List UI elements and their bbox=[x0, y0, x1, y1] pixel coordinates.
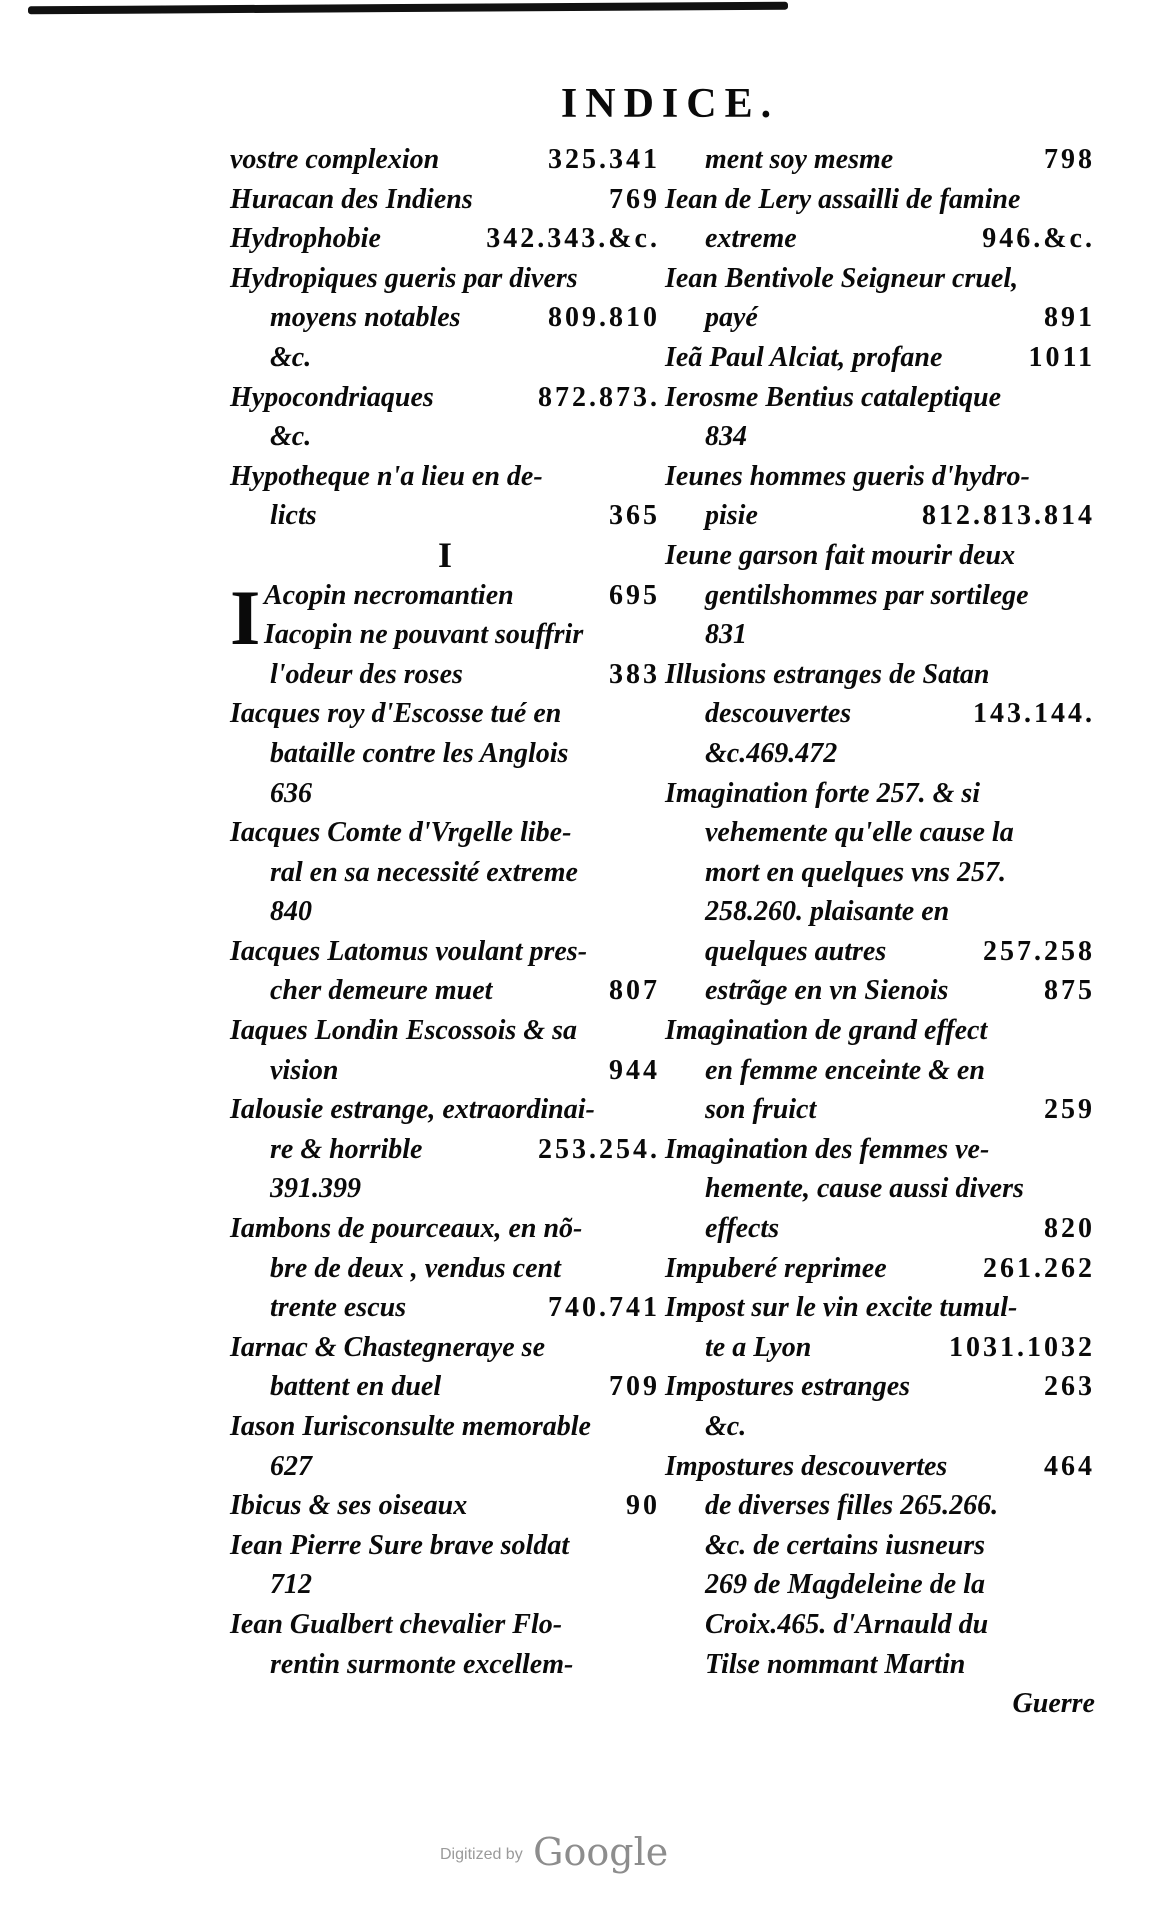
index-entry-text: Huracan des Indiens bbox=[230, 183, 473, 215]
index-entry-line bbox=[665, 338, 1095, 378]
index-entry-line bbox=[230, 496, 660, 536]
index-entry-text: mort en quelques vns 257. bbox=[705, 856, 1007, 888]
index-page-numbers: 946.&c. bbox=[982, 223, 1095, 255]
top-rule bbox=[28, 2, 788, 15]
index-entry-line bbox=[665, 813, 1095, 853]
index-page-numbers: 820 bbox=[1044, 1213, 1095, 1245]
running-head: INDICE. bbox=[560, 81, 780, 127]
index-entry-line bbox=[230, 417, 660, 457]
index-entry-line bbox=[230, 932, 660, 972]
index-entry-text: Impostures estranges bbox=[665, 1371, 911, 1403]
index-entry-line bbox=[230, 1526, 660, 1566]
index-entry-text: Ibicus & ses oiseaux bbox=[230, 1490, 468, 1522]
index-entry-text: 391.399 bbox=[270, 1173, 361, 1205]
index-entry-line bbox=[665, 140, 1095, 180]
index-entry-text: Impuberé reprimee bbox=[665, 1252, 887, 1284]
drop-cap: I bbox=[230, 573, 261, 661]
index-entry-line bbox=[665, 1407, 1095, 1447]
index-entry-text: Iaques Londin Escossois & sa bbox=[230, 1015, 577, 1047]
index-entry-line bbox=[230, 1130, 660, 1170]
index-entry-line bbox=[665, 1051, 1095, 1091]
index-entry-text: Impost sur le vin excite tumul- bbox=[665, 1292, 1018, 1324]
index-entry-text: son fruict bbox=[705, 1094, 817, 1126]
index-entry-line bbox=[665, 298, 1095, 338]
index-entry-text: vision bbox=[270, 1054, 339, 1086]
index-entry-line bbox=[665, 615, 1095, 655]
index-page-numbers: 709 bbox=[609, 1371, 660, 1403]
index-entry-text: Acopin necromantien bbox=[264, 579, 514, 611]
index-entry-text: quelques autres bbox=[705, 935, 887, 967]
index-entry-line bbox=[230, 457, 660, 497]
index-entry-text: Iambons de pourceaux, en nõ- bbox=[230, 1213, 583, 1245]
index-entry-text: estrãge en vn Sienois bbox=[705, 975, 949, 1007]
digitized-by-label: Digitized by bbox=[440, 1846, 523, 1863]
index-entry-line bbox=[230, 1051, 660, 1091]
google-wordmark: Google bbox=[533, 1830, 669, 1874]
index-entry-line bbox=[665, 417, 1095, 457]
index-page-numbers: 325.341 bbox=[548, 144, 660, 175]
index-entry-line bbox=[230, 1486, 660, 1526]
index-entry-text: Iarnac & Chastegneraye se bbox=[230, 1331, 545, 1363]
digitized-by-watermark bbox=[440, 1830, 740, 1874]
index-entry-line bbox=[230, 338, 660, 378]
index-entry-line bbox=[230, 655, 660, 695]
index-entry-text: en femme enceinte & en bbox=[705, 1054, 985, 1086]
index-entry-line bbox=[665, 536, 1095, 576]
index-entry-text: Iason Iurisconsulte memorable bbox=[230, 1411, 591, 1442]
index-entry-text: &c. de certains iusneurs bbox=[705, 1529, 986, 1561]
index-entry-line bbox=[230, 1090, 660, 1130]
index-entry-text: de diverses filles 265.266. bbox=[705, 1490, 999, 1522]
index-entry-line bbox=[665, 734, 1095, 774]
index-entry-line bbox=[230, 1605, 660, 1645]
index-entry-line bbox=[665, 457, 1095, 497]
index-page-numbers: 90 bbox=[626, 1490, 660, 1522]
index-entry-text: Imagination des femmes ve- bbox=[665, 1133, 990, 1165]
index-entry-line bbox=[665, 180, 1095, 220]
index-entry-line bbox=[665, 971, 1095, 1011]
index-entry-text: battent en duel bbox=[270, 1371, 442, 1403]
index-entry-line bbox=[665, 932, 1095, 972]
index-entry-text: 636 bbox=[270, 777, 312, 809]
index-entry-text: descouvertes bbox=[705, 698, 852, 730]
index-entry-line bbox=[665, 259, 1095, 299]
index-entry-text: 840 bbox=[270, 896, 312, 928]
index-entry-line bbox=[665, 1645, 1095, 1685]
index-page-numbers: 342.343.&c. bbox=[486, 223, 660, 255]
index-entry-text: Tilse nommant Martin bbox=[705, 1648, 966, 1680]
index-entry-text: Iean de Lery assailli de famine bbox=[665, 183, 1021, 215]
index-entry-text: &c. bbox=[270, 421, 312, 453]
index-entry-text: Iacques Comte d'Vrgelle libe- bbox=[230, 817, 572, 849]
section-letter: I bbox=[437, 534, 452, 575]
index-entry-text: Ierosme Bentius cataleptique bbox=[665, 381, 1001, 413]
index-entry-text: licts bbox=[270, 500, 317, 532]
index-entry-line bbox=[665, 1684, 1095, 1724]
index-entry-line bbox=[665, 1486, 1095, 1526]
index-page-numbers: 944 bbox=[609, 1054, 660, 1086]
index-page-numbers: 812.813.814 bbox=[922, 500, 1095, 532]
index-entry-text: vehemente qu'elle cause la bbox=[705, 817, 1014, 849]
index-entry-text: bre de deux , vendus cent bbox=[270, 1252, 561, 1284]
index-entry-line bbox=[665, 1169, 1095, 1209]
index-entry-line bbox=[665, 1209, 1095, 1249]
index-entry-line bbox=[230, 734, 660, 774]
index-entry-line bbox=[665, 1605, 1095, 1645]
index-entry-text: ment soy mesme bbox=[705, 144, 894, 175]
index-entry-line bbox=[230, 1328, 660, 1368]
index-entry-text: Iacques Latomus voulant pres- bbox=[230, 935, 588, 967]
index-entry-text: &c.469.472 bbox=[705, 737, 838, 769]
index-page-numbers: 261.262 bbox=[983, 1252, 1095, 1284]
index-entry-text: payé bbox=[705, 302, 758, 334]
index-entry-text: gentilshommes par sortilege bbox=[705, 579, 1029, 611]
index-entry-line bbox=[230, 813, 660, 853]
index-page-numbers: 143.144. bbox=[973, 698, 1095, 730]
index-entry-text: re & horrible bbox=[270, 1133, 423, 1165]
index-entry-text: Iean Bentivole Seigneur cruel, bbox=[665, 262, 1019, 294]
index-entry-text: Imagination de grand effect bbox=[665, 1015, 988, 1047]
index-entry-text: bataille contre les Anglois bbox=[270, 737, 569, 769]
index-entry-line bbox=[230, 1249, 660, 1289]
index-entry-text: &c. bbox=[270, 341, 312, 373]
index-page-numbers: 875 bbox=[1044, 975, 1095, 1007]
index-page-numbers: 253.254. bbox=[538, 1133, 660, 1165]
index-page-numbers: 872.873. bbox=[538, 381, 660, 413]
index-entry-text: Hypocondriaques bbox=[230, 381, 434, 413]
index-entry-text: vostre complexion bbox=[230, 144, 440, 175]
index-entry-text: Imagination forte 257. & si bbox=[665, 777, 981, 809]
index-entry-line bbox=[230, 615, 660, 655]
index-entry-line bbox=[230, 1645, 660, 1685]
index-entry-text: Hypotheque n'a lieu en de- bbox=[230, 460, 543, 492]
index-entry-text: l'odeur des roses bbox=[270, 658, 463, 690]
index-entry-line bbox=[665, 1447, 1095, 1487]
index-entry-text: 831 bbox=[705, 619, 747, 651]
index-page-numbers: 1011 bbox=[1028, 341, 1095, 373]
index-entry-line bbox=[230, 853, 660, 893]
index-entry-line bbox=[665, 1249, 1095, 1289]
index-entry-line bbox=[665, 774, 1095, 814]
index-entry-text: Croix.465. d'Arnauld du bbox=[705, 1608, 989, 1640]
index-entry-text: 627 bbox=[270, 1450, 312, 1482]
index-entry-line bbox=[665, 378, 1095, 418]
catchword: Guerre bbox=[1012, 1688, 1095, 1720]
index-entry-line bbox=[230, 536, 660, 576]
index-entry-text: extreme bbox=[705, 223, 797, 255]
index-entry-line bbox=[230, 1209, 660, 1249]
index-entry-line bbox=[230, 1447, 660, 1487]
index-entry-text: ral en sa necessité extreme bbox=[270, 856, 578, 888]
index-entry-text: Iean Gualbert chevalier Flo- bbox=[230, 1608, 563, 1640]
index-entry-line bbox=[230, 1011, 660, 1051]
index-entry-line bbox=[230, 971, 660, 1011]
index-page-numbers: 257.258 bbox=[983, 935, 1095, 967]
index-entry-line bbox=[230, 1169, 660, 1209]
index-entry-line bbox=[665, 1090, 1095, 1130]
index-page-numbers: 259 bbox=[1044, 1094, 1095, 1126]
index-column-left bbox=[230, 140, 660, 1684]
index-entry-line bbox=[230, 180, 660, 220]
index-entry-text: trente escus bbox=[270, 1292, 407, 1324]
index-entry-text: Ieunes hommes gueris d'hydro- bbox=[665, 460, 1030, 492]
index-entry-text: Iacopin ne pouvant souffrir bbox=[264, 619, 584, 651]
index-entry-text: effects bbox=[705, 1213, 780, 1245]
index-entry-line bbox=[230, 1565, 660, 1605]
index-entry-text: Hydrophobie bbox=[230, 223, 381, 255]
index-entry-text: Ieune garson fait mourir deux bbox=[665, 539, 1016, 571]
index-entry-text: 834 bbox=[705, 421, 747, 453]
index-entry-line bbox=[230, 298, 660, 338]
index-entry-line bbox=[665, 1288, 1095, 1328]
index-column-right bbox=[665, 140, 1095, 1724]
index-entry-line bbox=[230, 1407, 660, 1447]
index-entry-text: Ialousie estrange, extraordinai- bbox=[230, 1094, 595, 1126]
index-entry-line bbox=[665, 219, 1095, 259]
index-entry-line bbox=[230, 694, 660, 734]
index-entry-line bbox=[665, 1130, 1095, 1170]
index-entry-line bbox=[230, 219, 660, 259]
index-page-numbers: 809.810 bbox=[548, 302, 660, 334]
index-entry-line bbox=[665, 1011, 1095, 1051]
index-entry-line bbox=[665, 694, 1095, 734]
index-entry-text: 269 de Magdeleine de la bbox=[705, 1569, 985, 1601]
index-page-numbers: 383 bbox=[609, 658, 660, 690]
index-entry-text: Iean Pierre Sure brave soldat bbox=[230, 1529, 570, 1561]
index-page-numbers: 464 bbox=[1044, 1450, 1095, 1482]
index-page-numbers: 365 bbox=[609, 500, 660, 532]
index-entry-text: cher demeure muet bbox=[270, 975, 493, 1007]
index-entry-text: Iacques roy d'Escosse tué en bbox=[230, 698, 562, 730]
index-entry-text: Hydropiques gueris par divers bbox=[230, 262, 578, 294]
index-page-numbers: 695 bbox=[609, 579, 660, 611]
index-entry-text: Impostures descouvertes bbox=[665, 1450, 948, 1482]
index-entry-line bbox=[230, 378, 660, 418]
index-entry-line bbox=[665, 1526, 1095, 1566]
index-entry-line bbox=[230, 774, 660, 814]
index-entry-line bbox=[665, 496, 1095, 536]
index-page-numbers: 807 bbox=[609, 975, 660, 1007]
index-entry-text: 258.260. plaisante en bbox=[705, 896, 950, 928]
index-entry-text: hemente, cause aussi divers bbox=[705, 1173, 1024, 1205]
index-entry-text: moyens notables bbox=[270, 302, 461, 334]
index-entry-text: te a Lyon bbox=[705, 1331, 812, 1363]
index-entry-line bbox=[665, 1367, 1095, 1407]
index-entry-text: Ieã Paul Alciat, profane bbox=[665, 341, 943, 373]
index-entry-text: &c. bbox=[705, 1411, 747, 1442]
index-entry-line bbox=[665, 1565, 1095, 1605]
index-entry-text: rentin surmonte excellem- bbox=[270, 1648, 574, 1680]
index-entry-line bbox=[230, 259, 660, 299]
index-entry-line bbox=[665, 1328, 1095, 1368]
index-entry-line bbox=[230, 892, 660, 932]
index-entry-line bbox=[665, 655, 1095, 695]
index-entry-text: 712 bbox=[270, 1569, 312, 1601]
index-page-numbers: 798 bbox=[1044, 144, 1095, 175]
index-entry-line bbox=[230, 1288, 660, 1328]
index-page-numbers: 891 bbox=[1044, 302, 1095, 334]
index-entry-line bbox=[665, 576, 1095, 616]
index-entry-line bbox=[230, 140, 660, 180]
index-entry-line bbox=[665, 892, 1095, 932]
index-entry-line bbox=[230, 1367, 660, 1407]
index-entry-line bbox=[665, 853, 1095, 893]
index-page-numbers: 769 bbox=[609, 183, 660, 215]
index-page-numbers: 1031.1032 bbox=[949, 1331, 1095, 1363]
index-page-numbers: 263 bbox=[1044, 1371, 1095, 1403]
index-page-numbers: 740.741 bbox=[548, 1292, 660, 1324]
index-entry-text: Illusions estranges de Satan bbox=[665, 658, 990, 690]
index-entry-text: pisie bbox=[705, 500, 758, 532]
